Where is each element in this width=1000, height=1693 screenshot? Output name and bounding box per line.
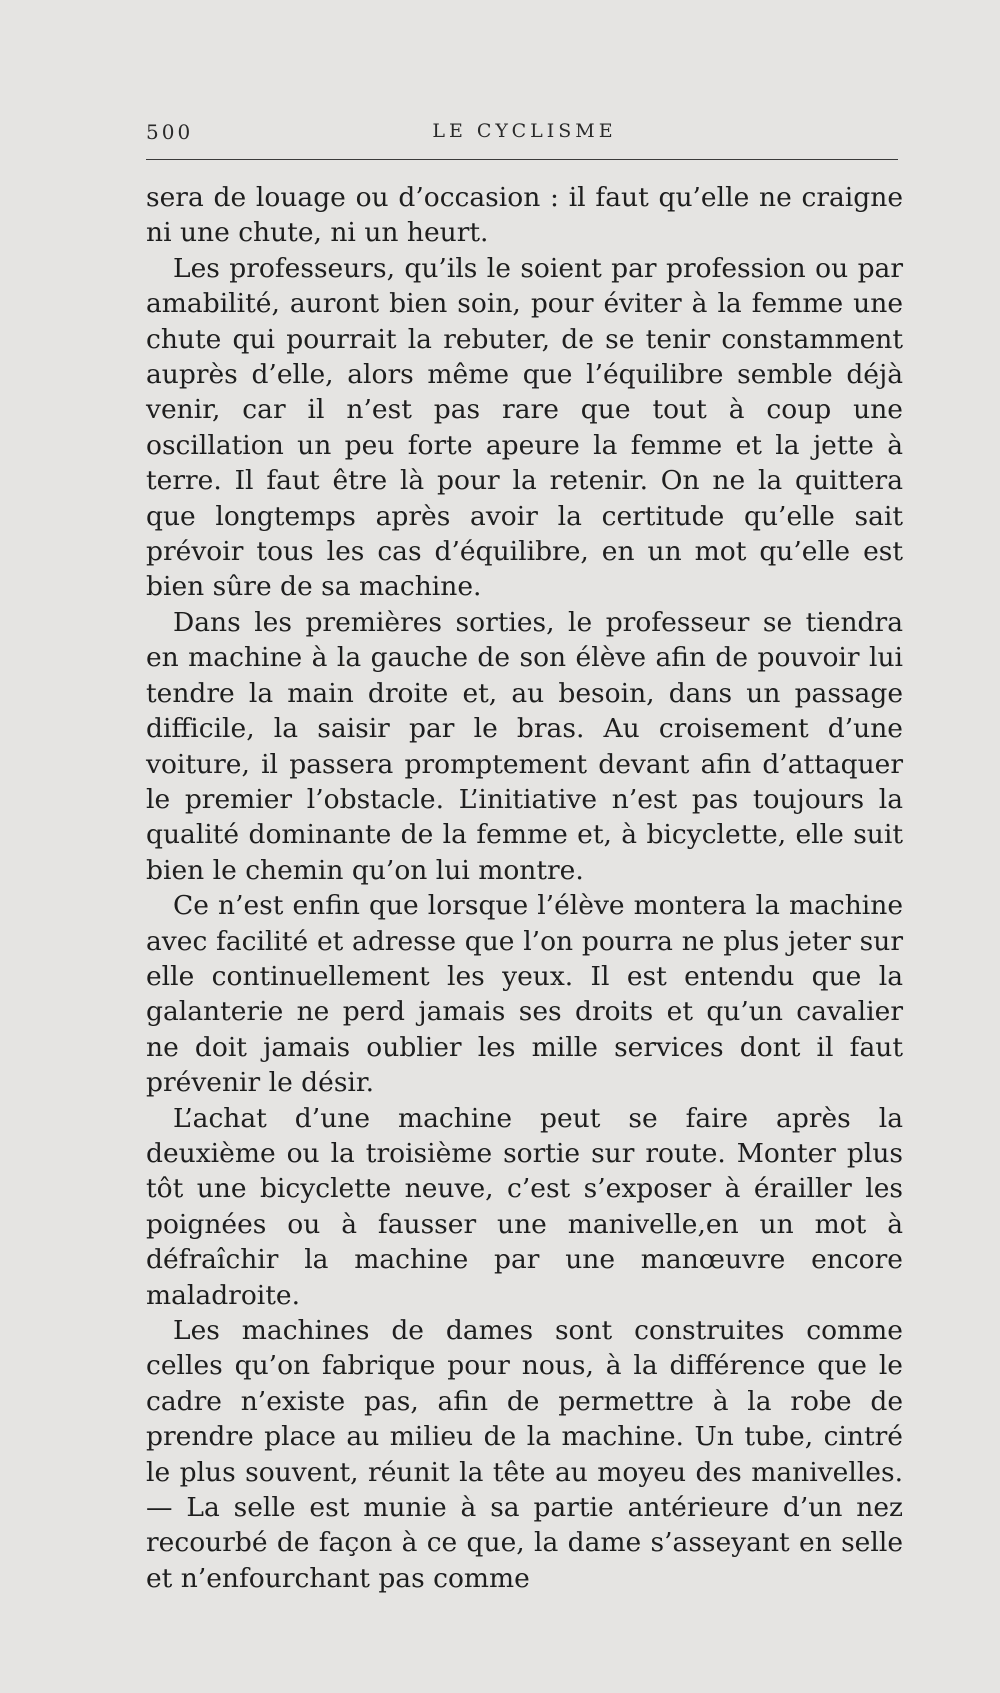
paragraph-5: L’achat d’une machine peut se faire après la deuxième ou la troisième sortie sur route. Monter plus tôt une bicyclette neuve, c’est s’exposer à érailler les poignées ou à fausser une manivelle,en un mot à défraîchir la machine par une manœuvre encore maladroite. (146, 1102, 903, 1311)
paragraph-2: Les professeurs, qu’ils le soient par profession ou par amabilité, auront bien soin, pour éviter à la femme une chute qui pourrait la rebuter, de se tenir constamment auprès d’elle, alors même que l’équilibre semble déjà venir, car il n’est pas rare que tout à coup une oscillation un peu forte apeure la femme et la jette à terre. Il faut être là pour la retenir. On ne la quittera que longtemps après avoir la certitude qu’elle sait prévoir tous les cas d’équilibre, en un mot qu’elle est bien sûre de sa machine. (146, 252, 903, 603)
header-rule (146, 159, 898, 160)
paragraph-4: Ce n’est enfin que lorsque l’élève montera la machine avec facilité et adresse que l’on pourra ne plus jeter sur elle continuellement les yeux. Il est entendu que la galanterie ne perd jamais ses droits et qu’un cavalier ne doit jamais oublier les mille services dont il faut prévenir le désir. (146, 890, 903, 1099)
paragraph-3: Dans les premières sorties, le professeur se tiendra en machine à la gauche de son élève afin de pouvoir lui tendre la main droite et, au besoin, dans un passage difficile, la saisir par le bras. Au croisement d’une voiture, il passera promptement devant afin d’attaquer le premier l’obstacle. L’initiative n’est pas toujours la qualité dominante de la femme et, à bicyclette, elle suit bien le chemin qu’on lui montre. (146, 606, 903, 886)
body-text (146, 180, 903, 1596)
page-header (146, 120, 903, 150)
running-title: LE CYCLISME (432, 120, 617, 142)
page-number: 500 (146, 120, 194, 144)
paragraph-1: sera de louage ou d’occasion : il faut qu’elle ne craigne ni une chute, ni un heurt. (146, 182, 903, 249)
paragraph-6: Les machines de dames sont construites comme celles qu’on fabrique pour nous, à la différence que le cadre n’existe pas, afin de permettre à la robe de prendre place au milieu de la machine. Un tube, cintré le plus souvent, réunit la tête au moyeu des manivelles. — La selle est munie à sa partie antérieure d’un nez recourbé de façon à ce que, la dame s’asseyant en selle et n’enfourchant pas comme (146, 1315, 903, 1594)
